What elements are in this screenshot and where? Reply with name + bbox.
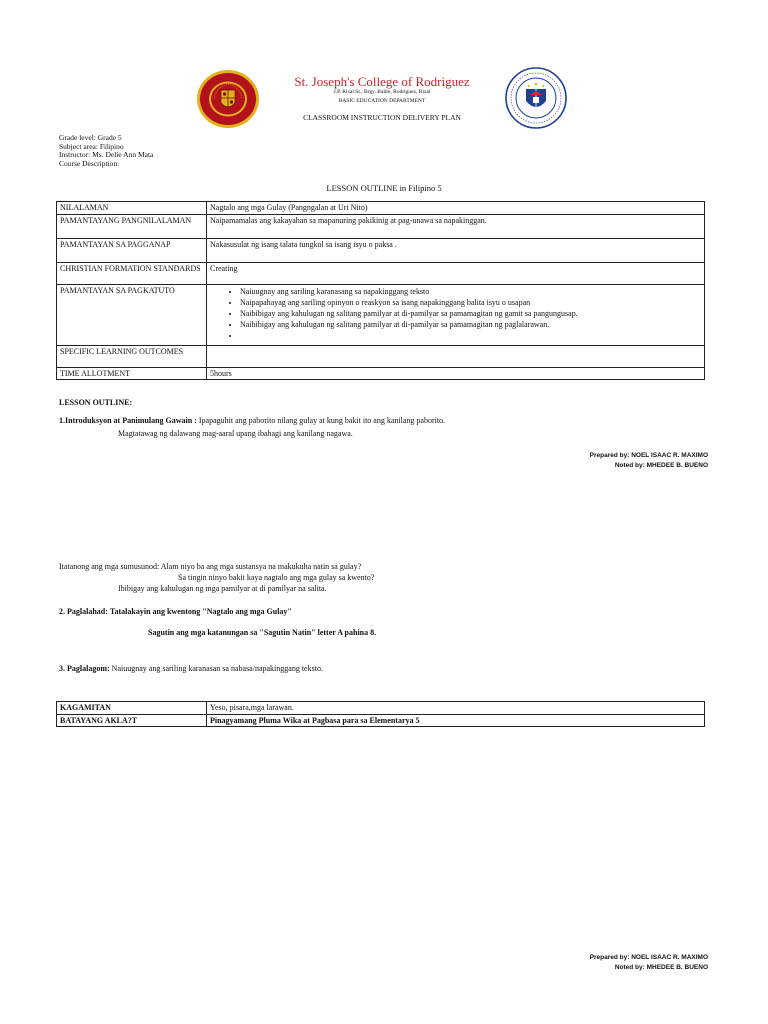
paglalagom-text: Naiuugnay ang sariling karanasan sa nabasa/napakinggang teksto.: [111, 664, 323, 673]
row-value: Naipamamalas ang kakayahan sa mapanuring pakikinig at pag-unawa sa napakinggan.: [207, 214, 705, 238]
list-item: • Naipapahayag ang sariling opinyon o reaskyon sa isang napakinggang balita isyu o usapan: [240, 297, 701, 308]
paglalahad-line: [59, 606, 292, 617]
intro-label: 1.Introduksyon at Panimulang Gawain :: [59, 416, 197, 425]
row-label: TIME ALLOTMENT: [57, 367, 207, 380]
row-value: Yeso, pisara,mga larawan.: [207, 702, 705, 715]
row-value: [207, 345, 705, 367]
school-name: St. Joseph's College of Rodriguez: [294, 74, 470, 89]
signature-block-footer: [590, 953, 708, 973]
noted-by: Noted by: MHEDEE B. BUENO: [614, 462, 708, 469]
intro-text: Ipapaguhit ang paborito nilang gulay at kung bakit ito ang kanilang paborito.: [198, 416, 446, 425]
intro-line: [59, 415, 445, 426]
paglalagom-label: 3. Paglalagom:: [59, 664, 110, 673]
table-row: [57, 714, 705, 727]
grade-level: Grade level: Grade 5: [59, 133, 122, 142]
paglalahad-text-2: Sagutin ang mga katanungan sa "Sagutin Natin" letter A pahina 8.: [148, 628, 377, 637]
list-item: [240, 330, 701, 341]
deped-logo: [504, 67, 568, 129]
noted-by: Noted by: MHEDEE B. BUENO: [614, 964, 708, 971]
row-label: BATAYANG AKLA?T: [57, 714, 207, 727]
list-item: • Naibibigay ang kahulugan ng salitang pamilyar at di-pamilyar sa pamamagitan ng paglalarawan.: [240, 319, 701, 330]
course-description: Course Description:: [59, 158, 120, 168]
row-value: Nagtalo ang mga Gulay (Pangngalan at Uri Nito): [207, 202, 705, 215]
row-value: Nakasusulat ng isang talata tungkol sa isang isyu o paksa .: [207, 238, 705, 262]
list-item: • Naibibigay ang kahulugan ng salitang pamilyar at di-pamilyar sa pamamagitan ng gamit sa pangungusap.: [240, 308, 701, 319]
table-row: [57, 262, 705, 284]
row-label: PAMANTAYAN SA PAGKATUTO: [57, 284, 207, 345]
table-row: [57, 214, 705, 238]
row-value: Creating: [207, 262, 705, 284]
table-row: [57, 202, 705, 215]
school-logo: [196, 69, 260, 129]
row-value: [207, 284, 705, 345]
plan-title: CLASSROOM INSTRUCTION DELIVERY PLAN: [303, 113, 461, 122]
signature-block: [590, 451, 708, 471]
row-label: PAMANTAYAN SA PAGGANAP: [57, 238, 207, 262]
school-address: J.P. Rizal St., Brgy. Balite, Rodriguez, Rizal: [333, 89, 431, 95]
row-label: KAGAMITAN: [57, 702, 207, 715]
table-row: [57, 702, 705, 715]
row-label: CHRISTIAN FORMATION STANDARDS: [57, 262, 207, 284]
row-value: Pinagyamang Pluma Wika at Pagbasa para sa Elementarya 5: [207, 714, 705, 727]
paglalagom-line: [59, 663, 323, 674]
row-label: SPECIFIC LEARNING OUTCOMES: [57, 345, 207, 367]
question-3: Ibibigay ang kahulugan ng mga pamilyar at di pamilyar na salita.: [118, 584, 327, 593]
table-row: [57, 238, 705, 262]
table-row: [57, 284, 705, 345]
question-2: Sa tingin ninyo bakit kaya nagtalo ang mga gulay sa kwento?: [178, 573, 375, 582]
question-1: Itatanong ang mga sumusunod: Alam niyo ba ang mga sustansya na makukuha natin sa gulay?: [59, 562, 362, 571]
paglalahad-label: 2. Paglalahad:: [59, 607, 108, 616]
outline-title: LESSON OUTLINE in Filipino 5: [326, 183, 442, 193]
instructor: Instructor: Ms. Delie Ann Mata: [59, 150, 154, 159]
table-row: [57, 345, 705, 367]
materials-table: [56, 701, 705, 727]
row-value: 5hours: [207, 367, 705, 380]
school-department: BASIC EDUCATION DEPARTMENT: [338, 98, 426, 104]
table-row: [57, 367, 705, 380]
row-label: NILALAMAN: [57, 202, 207, 215]
learning-standards-list: [210, 286, 701, 341]
intro-text-2: Magtatawag ng dalawang mag-aaral upang ibahagi ang kanilang nagawa.: [118, 429, 353, 438]
paglalahad-text: Tatalakayin ang kwentong "Nagtalo ang mga Gulay": [109, 607, 292, 616]
subject-area: Subject area: Filipino: [59, 141, 124, 151]
row-label: PAMANTAYANG PANGNILALAMAN: [57, 214, 207, 238]
lesson-info-table: [56, 201, 705, 380]
prepared-by: Prepared by: NOEL ISAAC R. MAXIMO: [589, 954, 708, 961]
prepared-by: Prepared by: NOEL ISAAC R. MAXIMO: [589, 452, 708, 459]
list-item: • Naiuugnay ang sariling karanasang sa napakinggang teksto: [240, 286, 701, 297]
lesson-outline-heading: LESSON OUTLINE:: [59, 398, 133, 407]
